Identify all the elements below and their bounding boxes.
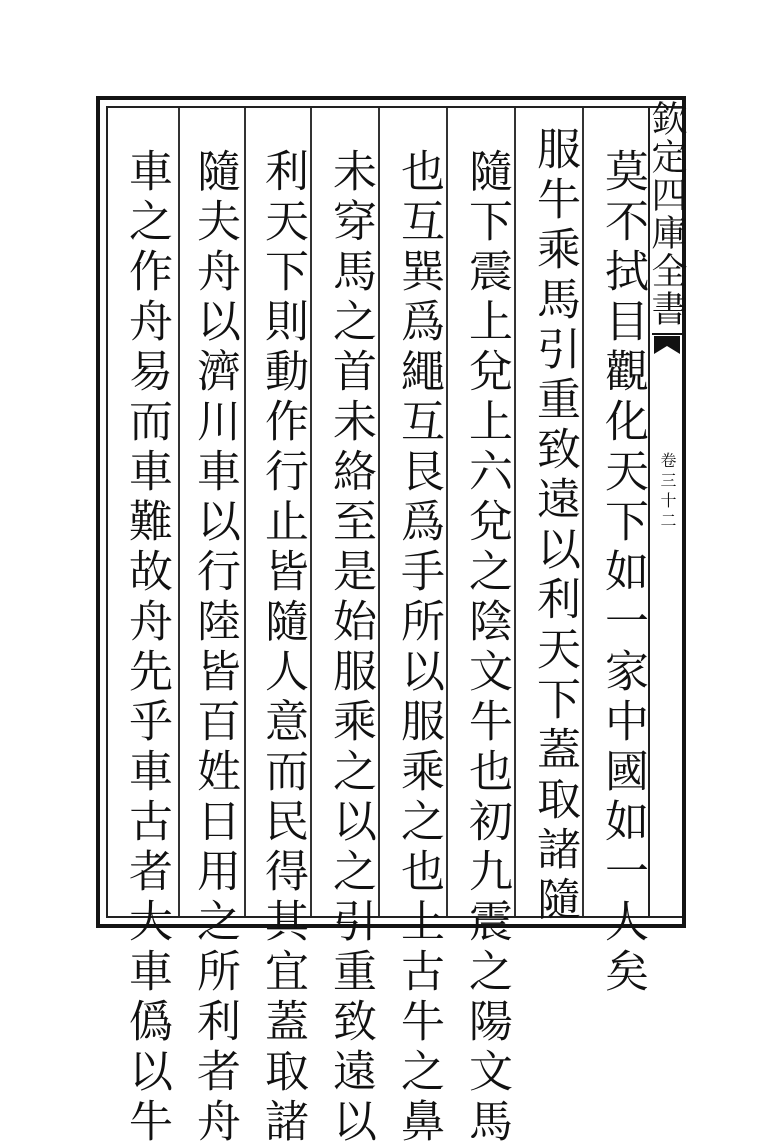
text-column-8: 車之作舟易而車難故舟先乎車古者大車僞以牛 <box>121 148 172 1148</box>
fishtail-mark-icon <box>652 332 682 368</box>
column-divider <box>582 108 584 916</box>
column-divider <box>310 108 312 916</box>
volume-number: 卷三十二 <box>658 452 677 532</box>
text-column-6: 利天下則動作行止皆隨人意而民得其宜蓋取諸 <box>257 148 308 1148</box>
column-divider <box>178 108 180 916</box>
text-column-4: 也互巽爲繩互艮爲手所以服乘之也上古牛之鼻 <box>393 148 444 1148</box>
text-column-3: 隨下震上兌上六兌之陰文牛也初九震之陽文馬 <box>461 148 512 1148</box>
text-column-7: 隨夫舟以濟川車以行陸皆百姓日用之所利者舟 <box>189 148 240 1148</box>
text-column-5: 未穿馬之首未絡至是始服乘之以之引重致遠以 <box>325 148 376 1148</box>
column-divider <box>446 108 448 916</box>
text-column-1: 莫不拭目觀化天下如一家中國如一人矣 <box>597 148 648 998</box>
column-divider <box>244 108 246 916</box>
book-title: 欽定四庫全書 <box>646 100 687 328</box>
column-divider <box>514 108 516 916</box>
column-divider <box>378 108 380 916</box>
text-column-2: 服牛乘馬引重致遠以利天下蓋取諸隨 <box>529 126 580 926</box>
